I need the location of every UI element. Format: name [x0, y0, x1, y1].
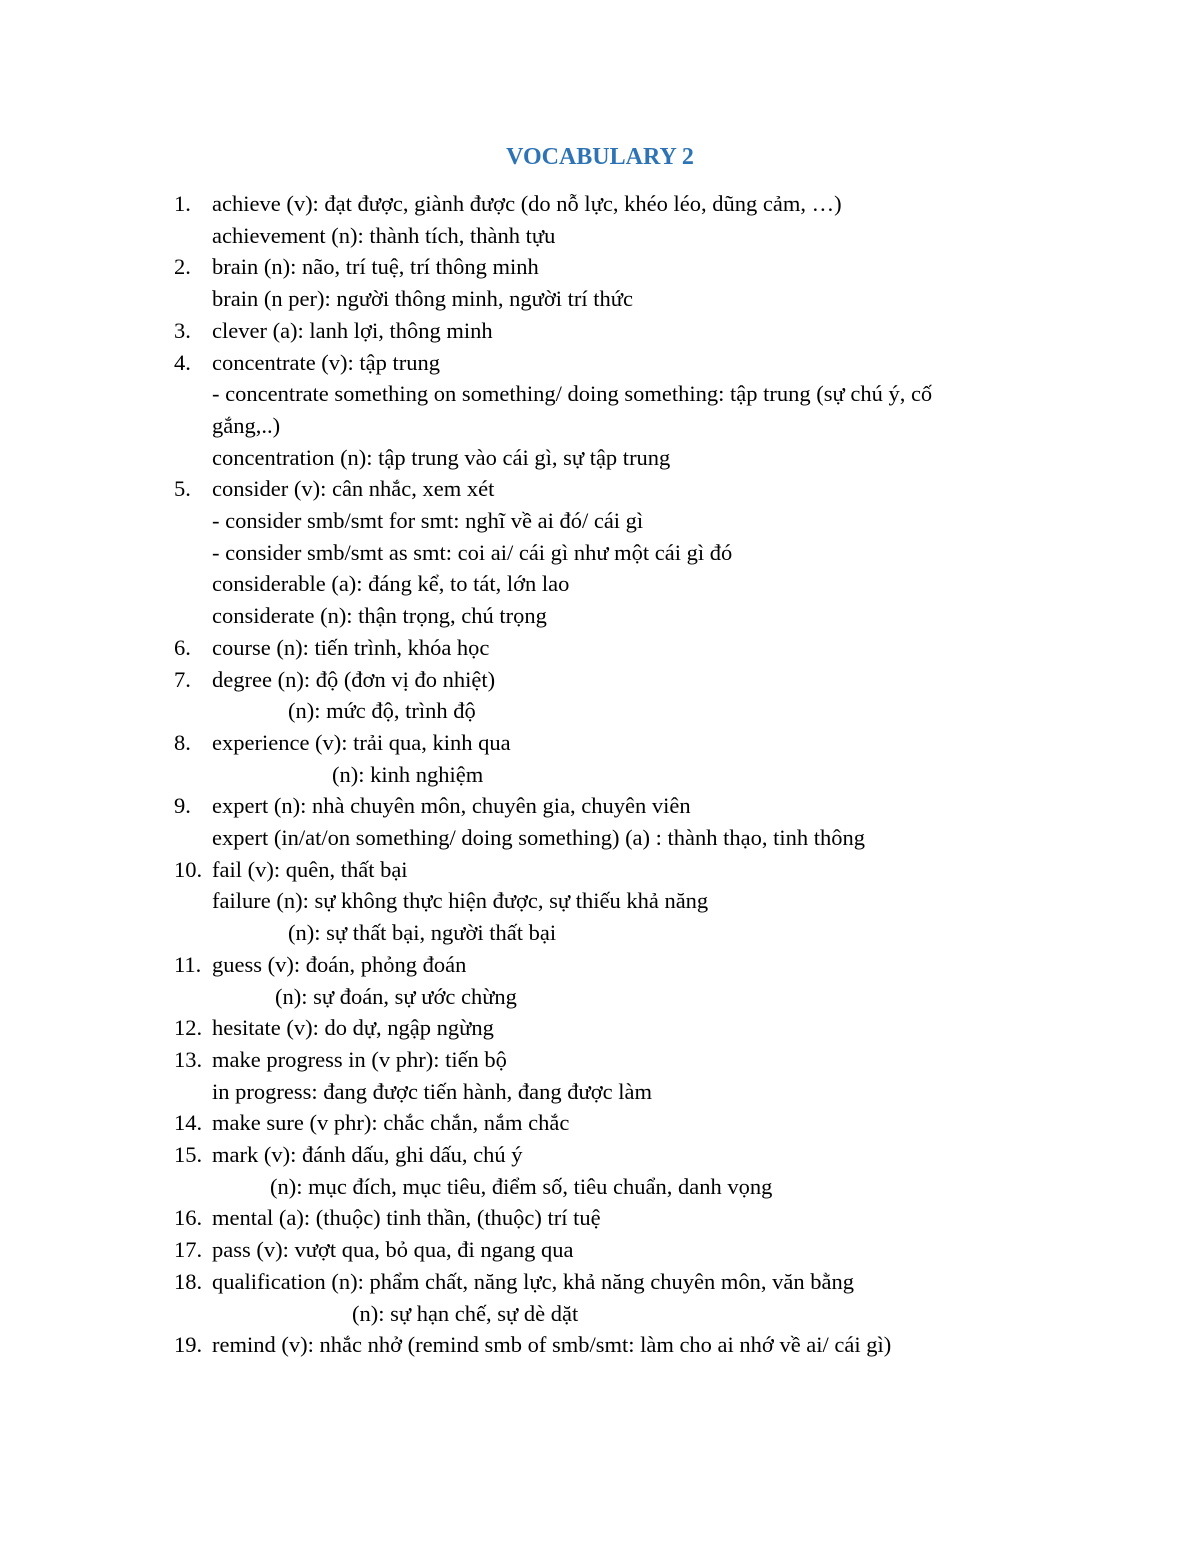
vocab-entry: [0, 1202, 1200, 1234]
entry-text: brain (n per): người thông minh, người trí thức: [212, 286, 633, 312]
entry-number: 5.: [174, 476, 191, 502]
vocab-entry-continuation: [0, 917, 1200, 949]
entry-text: expert (n): nhà chuyên môn, chuyên gia, chuyên viên: [212, 793, 691, 819]
entry-text: concentration (n): tập trung vào cái gì, sự tập trung: [212, 444, 671, 470]
vocab-entry: [0, 1139, 1200, 1171]
vocab-entry-continuation: [0, 537, 1200, 569]
entry-number: 18.: [174, 1268, 203, 1294]
vocab-entry: [0, 664, 1200, 696]
entry-number: 4.: [174, 349, 191, 375]
vocab-entry-continuation: [0, 695, 1200, 727]
entry-text: pass (v): vượt qua, bỏ qua, đi ngang qua: [212, 1237, 574, 1263]
vocab-entry-continuation: [0, 220, 1200, 252]
vocab-entry-continuation: [0, 981, 1200, 1013]
entry-text: - concentrate something on something/ doing something: tập trung (sự chú ý, cố: [212, 381, 933, 407]
entry-number: 12.: [174, 1015, 203, 1041]
entry-text: brain (n): não, trí tuệ, trí thông minh: [212, 254, 539, 280]
entry-number: 8.: [174, 729, 191, 755]
entry-text: (n): kinh nghiệm: [332, 761, 484, 787]
entry-text: mark (v): đánh dấu, ghi dấu, chú ý: [212, 1142, 523, 1167]
vocab-entry: [0, 949, 1200, 981]
entry-text: achievement (n): thành tích, thành tựu: [212, 222, 556, 248]
entry-text: (n): mục đích, mục tiêu, điểm số, tiêu chuẩn, danh vọng: [270, 1173, 773, 1199]
vocab-entry: [0, 473, 1200, 505]
entry-text: hesitate (v): do dự, ngập ngừng: [212, 1015, 494, 1041]
entry-text: qualification (n): phẩm chất, năng lực, khả năng chuyên môn, văn bằng: [212, 1268, 854, 1294]
vocab-entry-continuation: [0, 283, 1200, 315]
vocab-entry-continuation: [0, 1171, 1200, 1203]
entry-text: remind (v): nhắc nhở (remind smb of smb/smt: làm cho ai nhớ về ai/ cái gì): [212, 1332, 892, 1358]
entry-number: 13.: [174, 1046, 203, 1072]
entry-text: mental (a): (thuộc) tinh thần, (thuộc) trí tuệ: [212, 1205, 601, 1231]
vocab-entry: [0, 1234, 1200, 1266]
entry-text: experience (v): trải qua, kinh qua: [212, 729, 511, 755]
entry-number: 7.: [174, 666, 191, 692]
vocab-entry: [0, 1266, 1200, 1298]
vocab-entry: [0, 347, 1200, 379]
entry-number: 3.: [174, 317, 191, 343]
entry-text: fail (v): quên, thất bại: [212, 856, 408, 882]
entry-text: concentrate (v): tập trung: [212, 349, 441, 375]
entry-text: make sure (v phr): chắc chắn, nắm chắc: [212, 1110, 570, 1136]
vocab-entry: [0, 727, 1200, 759]
vocab-entry-continuation: [0, 505, 1200, 537]
entry-number: 2.: [174, 254, 191, 280]
vocab-entry-continuation: [0, 1298, 1200, 1330]
vocab-entry: [0, 1329, 1200, 1361]
entry-number: 19.: [174, 1332, 203, 1358]
vocab-entry-continuation: [0, 568, 1200, 600]
entry-text: considerable (a): đáng kể, to tát, lớn lao: [212, 571, 570, 597]
vocab-entry-continuation: [0, 759, 1200, 791]
entry-number: 17.: [174, 1237, 203, 1263]
vocab-entry: [0, 315, 1200, 347]
entry-text: - consider smb/smt as smt: coi ai/ cái gì như một cái gì đó: [212, 539, 733, 565]
entry-number: 9.: [174, 793, 191, 819]
entry-number: 14.: [174, 1110, 203, 1136]
vocab-entry: [0, 188, 1200, 220]
vocab-entry-continuation: [0, 1076, 1200, 1108]
vocab-entry: [0, 632, 1200, 664]
vocab-entry: [0, 854, 1200, 886]
vocab-entry: [0, 790, 1200, 822]
entry-text: considerate (n): thận trọng, chú trọng: [212, 603, 547, 629]
entry-number: 6.: [174, 634, 191, 660]
vocab-entry: [0, 1107, 1200, 1139]
entry-text: - consider smb/smt for smt: nghĩ về ai đó/ cái gì: [212, 508, 644, 533]
entry-text: gắng,..): [212, 412, 281, 438]
entry-text: course (n): tiến trình, khóa học: [212, 634, 490, 660]
entry-text: (n): sự thất bại, người thất bại: [288, 920, 557, 946]
entry-number: 11.: [174, 951, 202, 977]
entry-text: guess (v): đoán, phỏng đoán: [212, 951, 467, 977]
entry-text: in progress: đang được tiến hành, đang được làm: [212, 1078, 652, 1104]
entry-text: achieve (v): đạt được, giành được (do nỗ lực, khéo léo, dũng cảm, …): [212, 191, 842, 216]
entry-text: clever (a): lanh lợi, thông minh: [212, 317, 493, 343]
page-title: VOCABULARY 2: [506, 144, 694, 170]
entry-text: degree (n): độ (đơn vị đo nhiệt): [212, 666, 496, 692]
entry-number: 16.: [174, 1205, 203, 1231]
entry-text: make progress in (v phr): tiến bộ: [212, 1046, 507, 1072]
entry-number: 15.: [174, 1142, 203, 1167]
vocab-entry: [0, 1044, 1200, 1076]
vocab-entry-continuation: [0, 885, 1200, 917]
vocab-entry-continuation: [0, 378, 1200, 410]
entry-text: expert (in/at/on something/ doing something) (a) : thành thạo, tinh thông: [212, 825, 866, 850]
vocab-entry-continuation: [0, 442, 1200, 474]
vocab-entry: [0, 1012, 1200, 1044]
vocab-entry-continuation: [0, 600, 1200, 632]
vocab-entry-continuation: [0, 410, 1200, 442]
entry-number: 10.: [174, 856, 203, 882]
entry-number: 1.: [174, 191, 191, 216]
vocab-entry: [0, 251, 1200, 283]
entry-text: consider (v): cân nhắc, xem xét: [212, 476, 495, 502]
entry-text: failure (n): sự không thực hiện được, sự thiếu khả năng: [212, 888, 709, 914]
entry-text: (n): mức độ, trình độ: [288, 698, 476, 724]
entry-text: (n): sự đoán, sự ước chừng: [275, 983, 517, 1009]
entry-text: (n): sự hạn chế, sự dè dặt: [352, 1300, 579, 1326]
vocab-entry-continuation: [0, 822, 1200, 854]
